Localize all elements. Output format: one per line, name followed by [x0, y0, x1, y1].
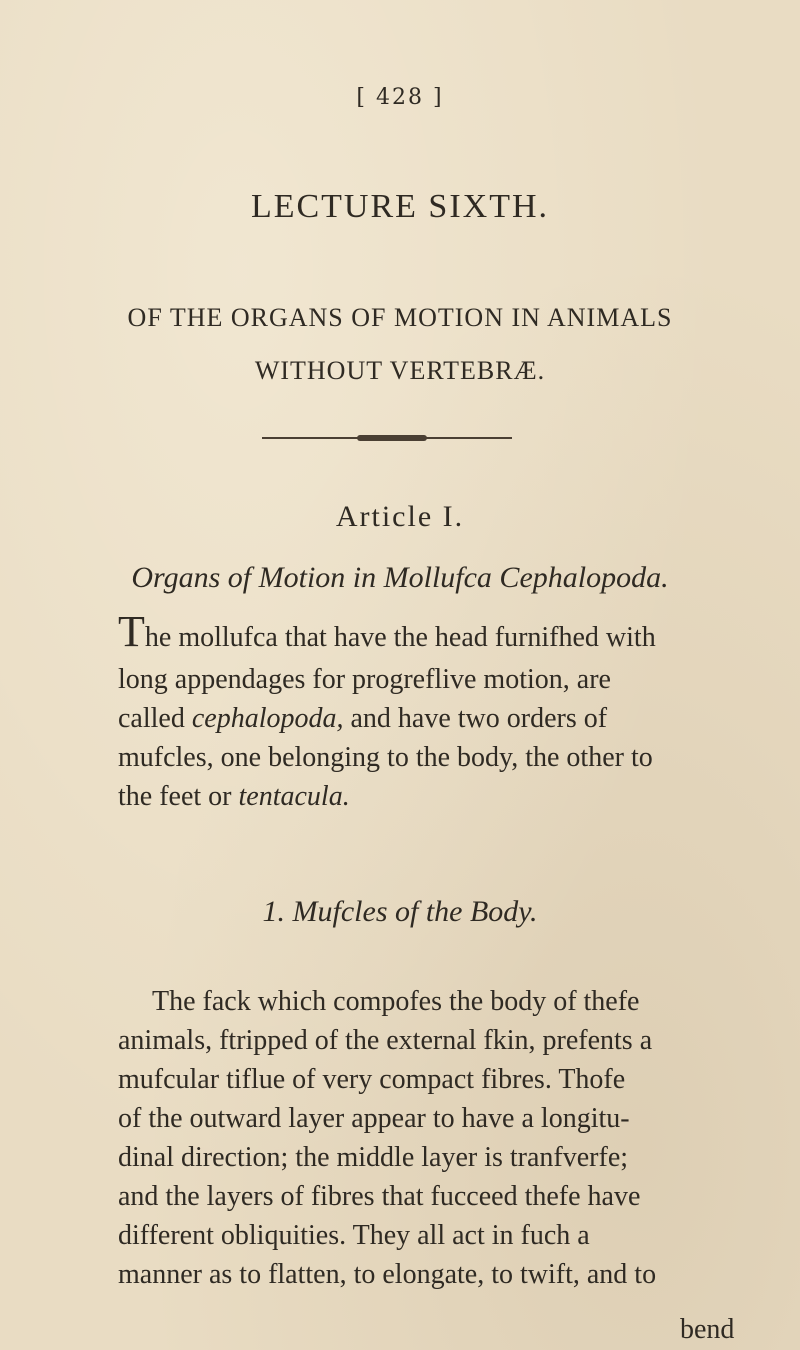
paragraph-2-line: The fack which compofes the body of thefe	[152, 986, 640, 1017]
catchword: bend	[680, 1314, 735, 1345]
paragraph-2-line: and the layers of fibres that fucceed thefe have	[118, 1181, 641, 1212]
paragraph-2-line: animals, ftripped of the external fkin, prefents a	[118, 1025, 653, 1056]
para1-line3-b: and have two orders of	[343, 703, 608, 734]
lecture-title: LECTURE SIXTH.	[250, 188, 550, 225]
paragraph-2-line: mufcular tiflue of very compact fibres. Thofe	[118, 1064, 626, 1095]
ornamental-rule	[262, 437, 512, 439]
article-heading: Article I.	[335, 500, 465, 533]
paragraph-1-line-4: mufcles, one belonging to the body, the other to	[118, 742, 653, 773]
paragraph-1-line-5	[118, 777, 350, 816]
paragraph-2-line: of the outward layer appear to have a longitu-	[118, 1103, 630, 1134]
chapter-subtitle-line2: WITHOUT VERTEBRÆ.	[254, 356, 546, 385]
subsection-title: 1. Mufcles of the Body.	[262, 895, 538, 928]
para1-line5-italic: tentacula.	[238, 781, 350, 812]
section-title: Organs of Motion in Mollufca Cephalopoda.	[131, 561, 669, 594]
page-number: [ 428 ]	[356, 85, 444, 110]
paragraph-2-line: dinal direction; the middle layer is tranfverfe;	[118, 1142, 629, 1173]
paragraph-2-line: different obliquities. They all act in fuch a	[118, 1220, 590, 1251]
para1-line1-text: he mollufca that have the head furnifhed with	[144, 622, 656, 653]
paragraph-2-line: manner as to flatten, to elongate, to twift, and to	[118, 1259, 657, 1290]
paragraph-1-line-1	[118, 607, 656, 657]
paragraph-1-line-3	[118, 699, 607, 738]
para1-line5-a: the feet or	[118, 781, 239, 812]
para1-line3-a: called	[118, 703, 192, 734]
chapter-subtitle-line1: OF THE ORGANS OF MOTION IN ANIMALS	[127, 303, 673, 332]
paragraph-1-line-2: long appendages for progreflive motion, are	[118, 664, 611, 695]
para1-line3-italic: cephalopoda,	[191, 703, 344, 734]
drop-cap: T	[118, 607, 145, 656]
